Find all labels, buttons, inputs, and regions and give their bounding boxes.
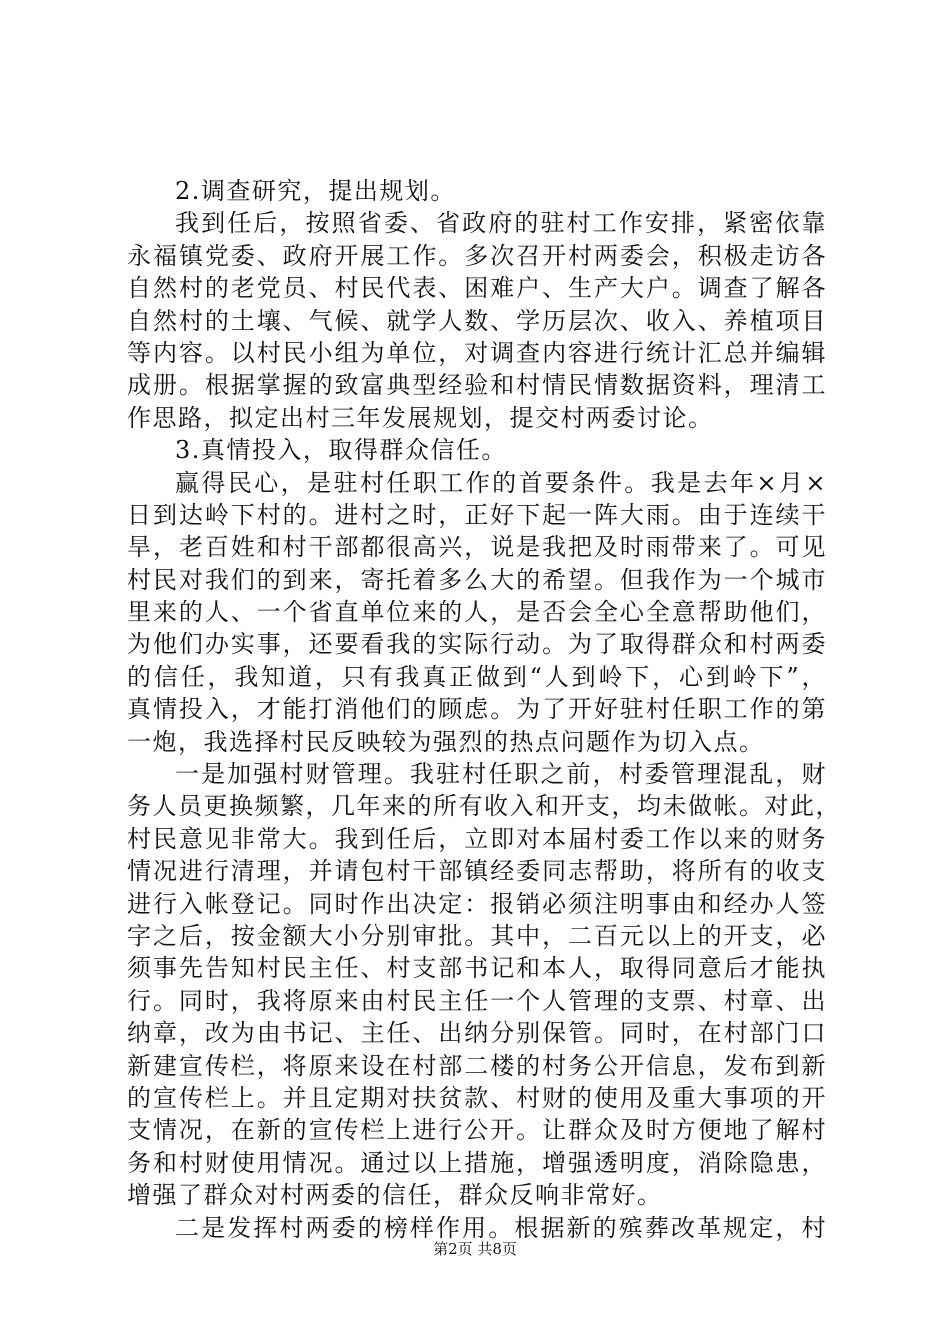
text-line: 情况进行清理，并请包村干部镇经委同志帮助，将所有的收支 bbox=[127, 857, 827, 886]
text-line: 村民意见非常大。我到任后，立即对本届村委工作以来的财务 bbox=[127, 824, 827, 853]
text-line: 一是加强村财管理。我驻村任职之前，村委管理混乱，财 bbox=[175, 760, 827, 789]
text-line: 自然村的土壤、气候、就学人数、学历层次、收入、养植项目 bbox=[127, 306, 827, 335]
text-line: 纳章，改为由书记、主任、出纳分别保管。同时，在村部门口 bbox=[127, 1019, 827, 1048]
text-line: 永福镇党委、政府开展工作。多次召开村两委会，积极走访各 bbox=[127, 241, 827, 270]
text-line: 我到任后，按照省委、省政府的驻村工作安排，紧密依靠 bbox=[175, 209, 827, 238]
text-line: 为他们办实事，还要看我的实际行动。为了取得群众和村两委 bbox=[127, 630, 827, 659]
text-line: 进行入帐登记。同时作出决定：报销必须注明事由和经办人签 bbox=[127, 889, 827, 918]
text-line: 务和村财使用情况。通过以上措施，增强透明度，消除隐患， bbox=[127, 1148, 827, 1177]
text-line: 支情况，在新的宣传栏上进行公开。让群众及时方便地了解村 bbox=[127, 1116, 827, 1145]
text-line: 真情投入，才能打消他们的顾虑。为了开好驻村任职工作的第 bbox=[127, 695, 827, 724]
section-heading: 3.真情投入，取得群众信任。 bbox=[175, 436, 507, 465]
text-line: 新建宣传栏，将原来设在村部二楼的村务公开信息，发布到新 bbox=[127, 1051, 827, 1080]
section-heading: 2.调查研究，提出规划。 bbox=[175, 177, 456, 205]
page-footer bbox=[0, 1238, 950, 1259]
text-line: 日到达岭下村的。进村之时，正好下起一阵大雨。由于连续干 bbox=[127, 500, 827, 529]
document-body bbox=[127, 175, 841, 1244]
text-line: 村民对我们的到来，寄托着多么大的希望。但我作为一个城市 bbox=[127, 565, 827, 594]
text-line: 行。同时，我将原来由村民主任一个人管理的支票、村章、出 bbox=[127, 986, 827, 1015]
text-line: 的宣传栏上。并且定期对扶贫款、村财的使用及重大事项的开 bbox=[127, 1083, 827, 1112]
text-line: 须事先告知村民主任、村支部书记和本人，取得同意后才能执 bbox=[127, 954, 827, 983]
text-line: 一炮，我选择村民反映较为强烈的热点问题作为切入点。 bbox=[127, 727, 765, 756]
text-line: 里来的人、一个省直单位来的人，是否会全心全意帮助他们， bbox=[127, 598, 827, 627]
text-line: 等内容。以村民小组为单位，对调查内容进行统计汇总并编辑 bbox=[127, 338, 827, 367]
text-line: 赢得民心，是驻村任职工作的首要条件。我是去年×月× bbox=[175, 468, 827, 497]
text-line: 作思路，拟定出村三年发展规划，提交村两委讨论。 bbox=[127, 403, 714, 432]
text-line: 的信任，我知道，只有我真正做到“人到岭下，心到岭下”， bbox=[127, 662, 827, 691]
text-line: 增强了群众对村两委的信任，群众反响非常好。 bbox=[127, 1181, 663, 1210]
text-line: 旱，老百姓和村干部都很高兴，说是我把及时雨带来了。可见 bbox=[127, 533, 827, 562]
text-line: 成册。根据掌握的致富典型经验和村情民情数据资料，理清工 bbox=[127, 371, 827, 400]
text-line: 务人员更换频繁，几年来的所有收入和开支，均未做帐。对此， bbox=[127, 792, 841, 821]
text-line: 字之后，按金额大小分别审批。其中，二百元以上的开支，必 bbox=[127, 921, 827, 950]
text-line: 自然村的老党员、村民代表、困难户、生产大户。调查了解各 bbox=[127, 274, 827, 303]
text-line: 二是发挥村两委的榜样作用。根据新的殡葬改革规定，村 bbox=[175, 1213, 827, 1242]
page-number-label: 第2页 共8页 bbox=[433, 1240, 517, 1258]
